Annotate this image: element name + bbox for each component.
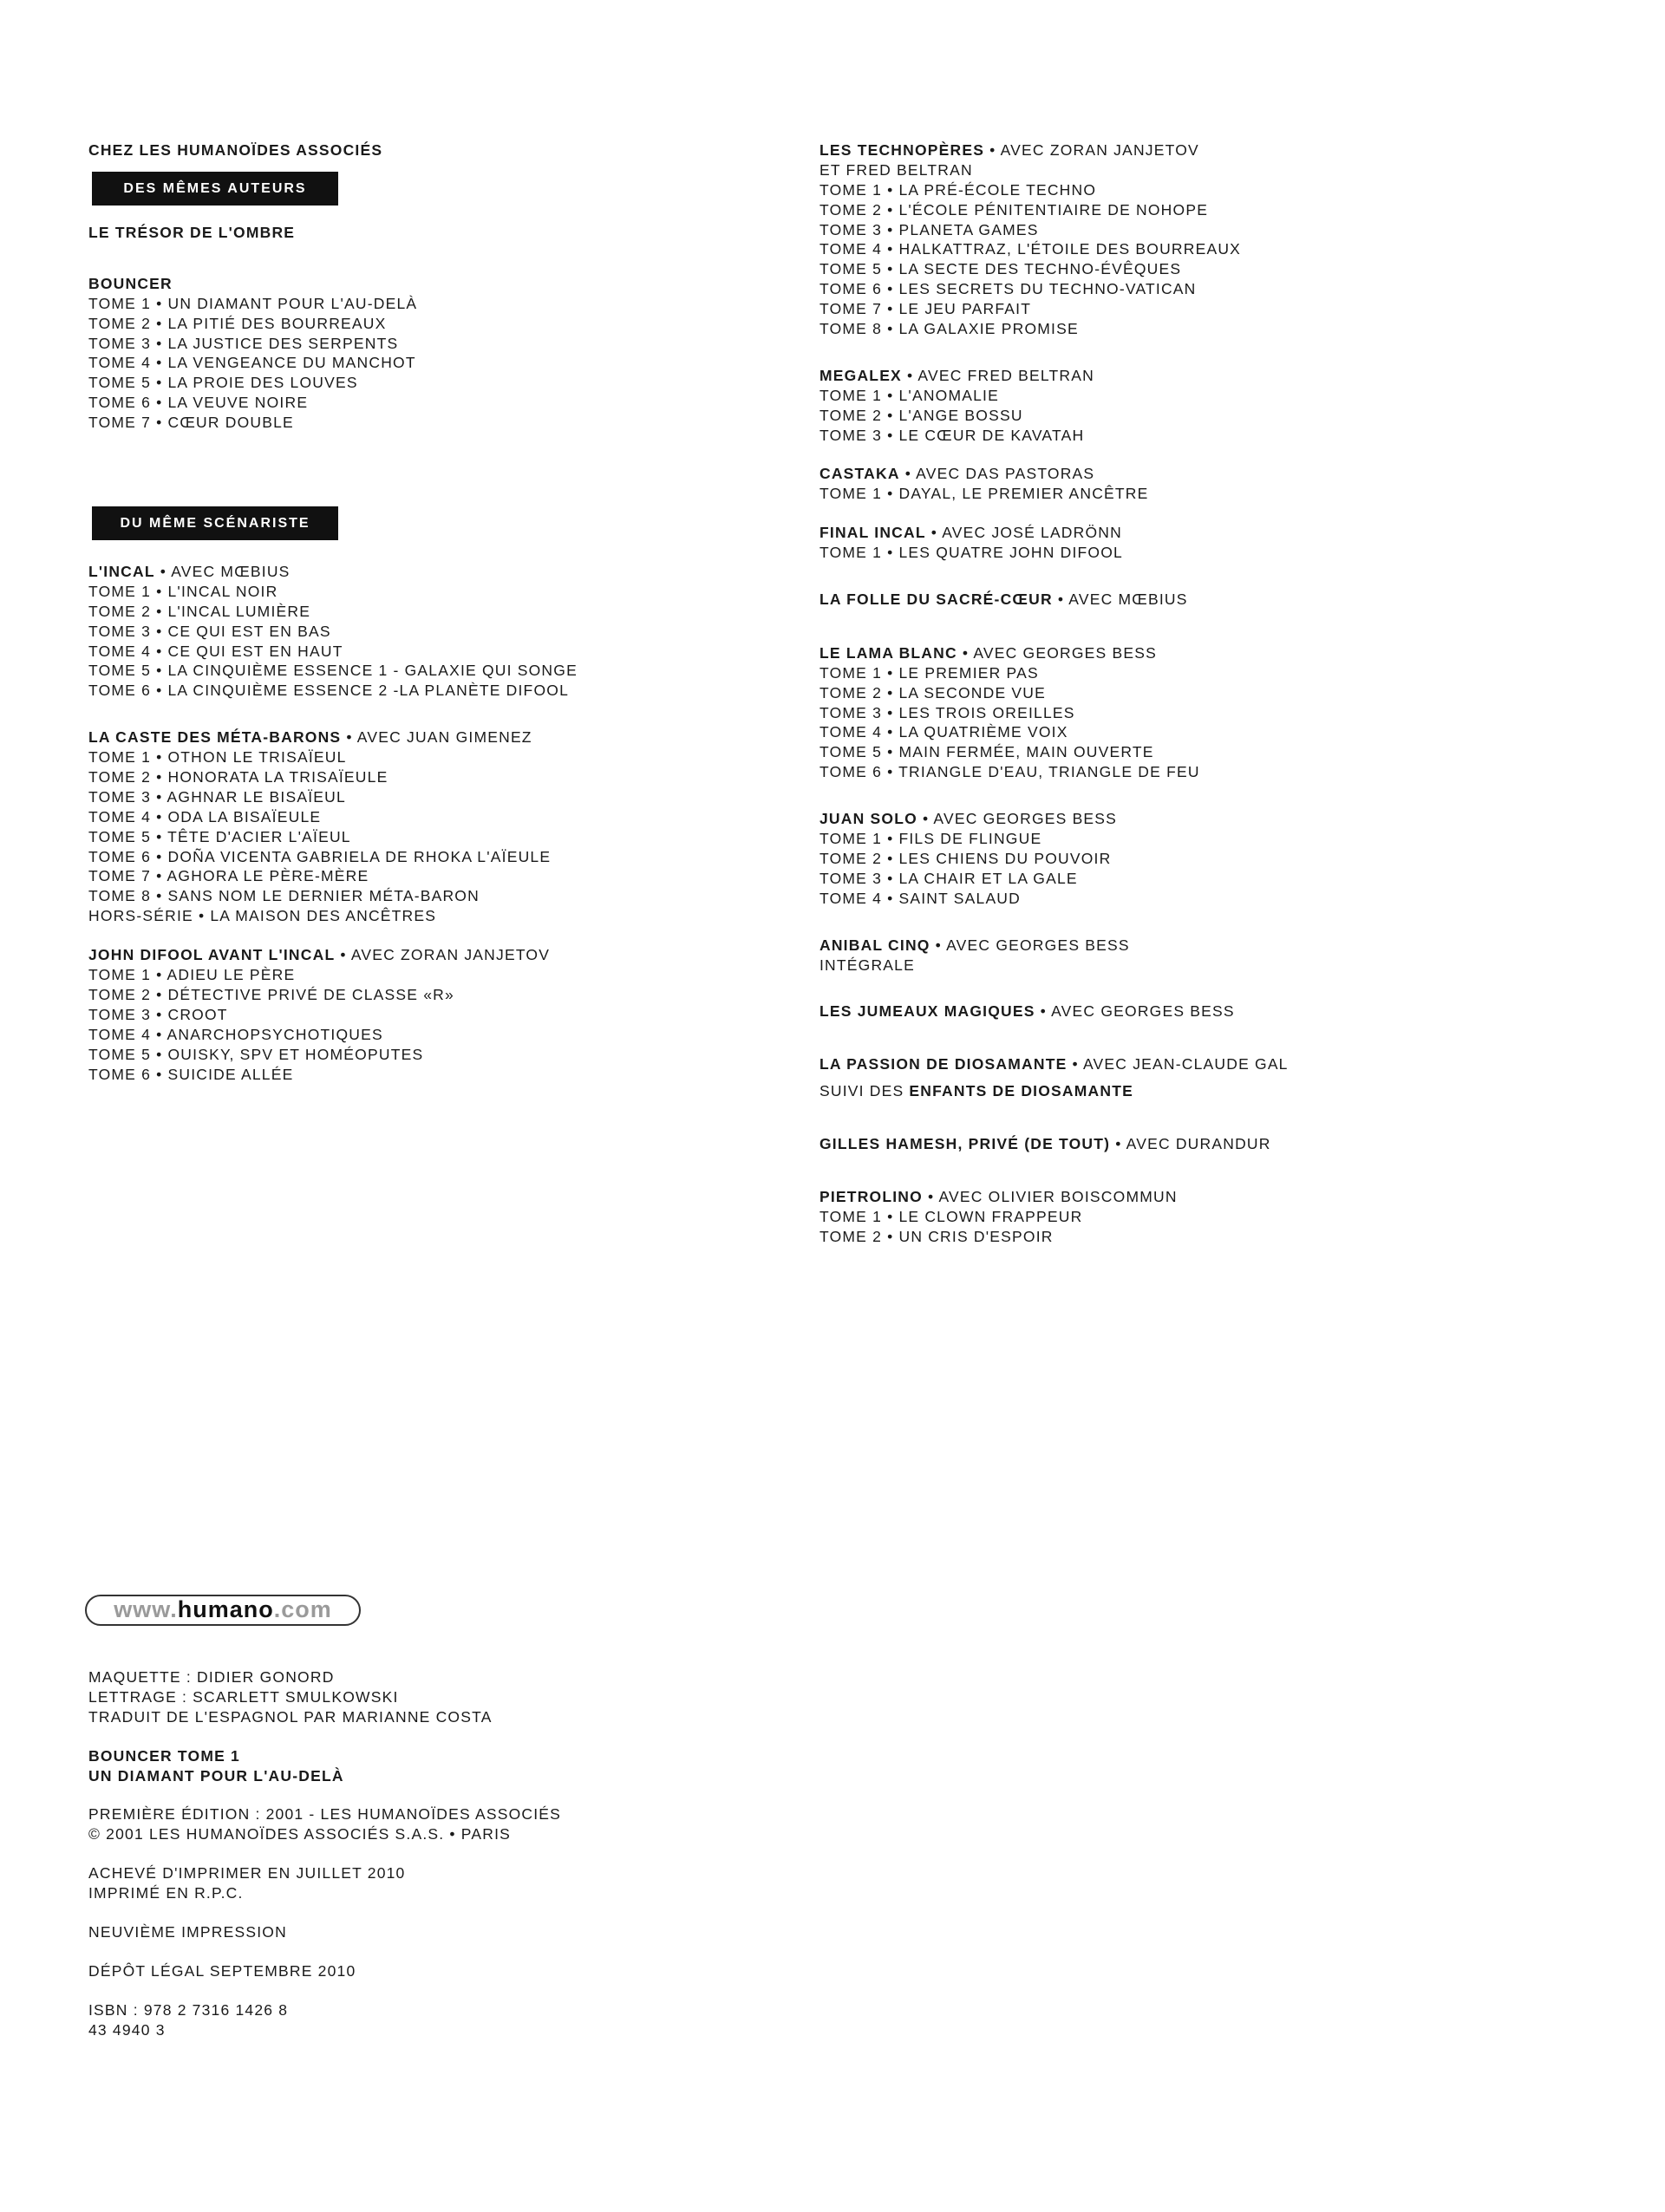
series-title: GILLES HAMESH, PRIVÉ (DE TOUT) xyxy=(819,1135,1111,1153)
list-item: TOME 1 • L'INCAL NOIR xyxy=(88,582,278,600)
list-item: TOME 6 • LES SECRETS DU TECHNO-VATICAN xyxy=(819,280,1197,298)
impression: NEUVIÈME IMPRESSION xyxy=(88,1923,287,1941)
list-item: TOME 3 • LES TROIS OREILLES xyxy=(819,703,1075,721)
banner-meme-scenariste: DU MÊME SCÉNARISTE xyxy=(92,506,338,540)
series-collab: • AVEC MŒBIUS xyxy=(1052,591,1188,609)
suivi-label: SUIVI DES xyxy=(819,1082,910,1100)
depot-legal: DÉPÔT LÉGAL SEPTEMBRE 2010 xyxy=(88,1961,356,1980)
book-line: UN DIAMANT POUR L'AU-DELÀ xyxy=(88,1766,344,1785)
list-item: TOME 1 • UN DIAMANT POUR L'AU-DELÀ xyxy=(88,294,418,312)
book-line: BOUNCER TOME 1 xyxy=(88,1746,240,1765)
url-prefix: www. xyxy=(114,1596,178,1622)
list-item: HORS-SÉRIE • LA MAISON DES ANCÊTRES xyxy=(88,907,437,925)
list-item: TOME 5 • LA SECTE DES TECHNO-ÉVÊQUES xyxy=(819,260,1182,278)
list-item: TOME 8 • LA GALAXIE PROMISE xyxy=(819,320,1079,338)
list-item: TOME 2 • L'INCAL LUMIÈRE xyxy=(88,602,311,620)
series-collab-2: ET FRED BELTRAN xyxy=(819,160,973,179)
list-item: TOME 2 • LES CHIENS DU POUVOIR xyxy=(819,849,1112,867)
list-item: TOME 3 • AGHNAR LE BISAÏEUL xyxy=(88,787,346,806)
series-title: LE LAMA BLANC xyxy=(819,643,957,662)
series-title: PIETROLINO xyxy=(819,1187,923,1205)
list-item: TOME 1 • OTHON LE TRISAÏEUL xyxy=(88,748,347,767)
series-title: ANIBAL CINQ xyxy=(819,936,930,954)
series-title: MEGALEX xyxy=(819,366,902,384)
series-folle xyxy=(819,590,1600,610)
series-collab: • AVEC GEORGES BESS xyxy=(917,810,1118,828)
series-incal xyxy=(88,562,800,701)
list-item: TOME 1 • ADIEU LE PÈRE xyxy=(88,966,296,984)
list-item: TOME 3 • PLANETA GAMES xyxy=(819,220,1039,238)
edition-line: © 2001 LES HUMANOÏDES ASSOCIÉS S.A.S. • PARIS xyxy=(88,1825,512,1843)
list-item: TOME 2 • L'ANGE BOSSU xyxy=(819,406,1023,424)
series-collab: • AVEC OLIVIER BOISCOMMUN xyxy=(922,1187,1178,1205)
list-item: TOME 1 • LA PRÉ-ÉCOLE TECHNO xyxy=(819,180,1097,199)
url-main: humano xyxy=(177,1596,274,1622)
list-item: TOME 1 • LE CLOWN FRAPPEUR xyxy=(819,1207,1083,1225)
series-passion xyxy=(819,1054,1600,1101)
series-title: LA FOLLE DU SACRÉ-CŒUR xyxy=(819,591,1053,609)
series-title: L'INCAL xyxy=(88,563,155,581)
edition xyxy=(88,1804,561,1844)
edition-line: PREMIÈRE ÉDITION : 2001 - LES HUMANOÏDES ASSOCIÉS xyxy=(88,1805,562,1824)
list-item: TOME 6 • DOÑA VICENTA GABRIELA DE RHOKA L'AÏEULE xyxy=(88,847,552,865)
list-item: TOME 4 • LA QUATRIÈME VOIX xyxy=(819,723,1068,741)
list-item: TOME 7 • LE JEU PARFAIT xyxy=(819,300,1032,318)
list-item: TOME 1 • FILS DE FLINGUE xyxy=(819,830,1042,848)
series-collab: • AVEC GEORGES BESS xyxy=(957,643,1157,662)
series-final-incal xyxy=(819,523,1600,563)
list-item: TOME 4 • SAINT SALAUD xyxy=(819,889,1021,907)
series-anibal xyxy=(819,936,1600,975)
series-jumeaux xyxy=(819,1002,1600,1021)
series-collab: • AVEC JUAN GIMENEZ xyxy=(341,728,532,747)
series-collab: • AVEC ZORAN JANJETOV xyxy=(335,946,551,964)
banner-memes-auteurs: DES MÊMES AUTEURS xyxy=(92,172,338,206)
list-item: TOME 5 • LA CINQUIÈME ESSENCE 1 - GALAXIE QUI SONGE xyxy=(88,662,578,680)
list-item: TOME 1 • DAYAL, LE PREMIER ANCÊTRE xyxy=(819,485,1149,503)
title-tresor: LE TRÉSOR DE L'OMBRE xyxy=(88,224,296,241)
print-info xyxy=(88,1863,561,1903)
list-item: TOME 3 • CE QUI EST EN BAS xyxy=(88,622,331,640)
list-item: TOME 2 • LA SECONDE VUE xyxy=(819,683,1046,701)
publisher-heading: CHEZ LES HUMANOÏDES ASSOCIÉS xyxy=(88,141,383,159)
series-megalex xyxy=(819,366,1600,446)
list-item: TOME 3 • LA JUSTICE DES SERPENTS xyxy=(88,334,399,352)
list-item: TOME 3 • LA CHAIR ET LA GALE xyxy=(819,869,1078,887)
list-item: TOME 6 • SUICIDE ALLÉE xyxy=(88,1065,294,1083)
credit-line: LETTRAGE : SCARLETT SMULKOWSKI xyxy=(88,1687,399,1706)
list-item: TOME 4 • ANARCHOPSYCHOTIQUES xyxy=(88,1025,383,1043)
series-collab: • AVEC MŒBIUS xyxy=(154,563,291,581)
series-bouncer xyxy=(88,274,800,433)
list-item: TOME 6 • LA VEUVE NOIRE xyxy=(88,394,309,412)
list-item: TOME 3 • CROOT xyxy=(88,1005,228,1023)
list-item: TOME 4 • HALKATTRAZ, L'ÉTOILE DES BOURREAUX xyxy=(819,240,1242,258)
series-lama-blanc xyxy=(819,643,1600,782)
series-title: BOUNCER xyxy=(88,274,173,292)
list-item: TOME 2 • HONORATA LA TRISAÏEULE xyxy=(88,768,388,786)
series-collab: • AVEC FRED BELTRAN xyxy=(901,366,1094,384)
list-item: TOME 2 • UN CRIS D'ESPOIR xyxy=(819,1227,1054,1245)
list-item: TOME 6 • LA CINQUIÈME ESSENCE 2 -LA PLANÈTE DIFOOL xyxy=(88,682,569,700)
list-item: TOME 5 • LA PROIE DES LOUVES xyxy=(88,374,358,392)
list-item: TOME 2 • LA PITIÉ DES BOURREAUX xyxy=(88,314,387,332)
print-line: IMPRIMÉ EN R.P.C. xyxy=(88,1884,244,1902)
list-item: TOME 5 • TÊTE D'ACIER L'AÏEUL xyxy=(88,827,351,845)
series-hamesh xyxy=(819,1134,1600,1154)
credit-line: TRADUIT DE L'ESPAGNOL PAR MARIANNE COSTA xyxy=(88,1707,493,1726)
left-column xyxy=(88,140,800,1084)
list-item: TOME 1 • L'ANOMALIE xyxy=(819,386,999,404)
series-collab: • AVEC JOSÉ LADRÖNN xyxy=(925,524,1122,542)
series-pietrolino xyxy=(819,1187,1600,1247)
list-item: TOME 2 • L'ÉCOLE PÉNITENTIAIRE DE NOHOPE xyxy=(819,200,1209,219)
series-title: JUAN SOLO xyxy=(819,810,917,828)
series-collab: • AVEC DURANDUR xyxy=(1110,1135,1271,1153)
series-collab: • AVEC JEAN-CLAUDE GAL xyxy=(1067,1055,1289,1073)
url-suffix: .com xyxy=(273,1596,332,1622)
isbn-line: 43 4940 3 xyxy=(88,2020,166,2039)
series-collab: • AVEC GEORGES BESS xyxy=(1035,1002,1235,1021)
print-line: ACHEVÉ D'IMPRIMER EN JUILLET 2010 xyxy=(88,1864,406,1882)
list-item: TOME 3 • LE CŒUR DE KAVATAH xyxy=(819,426,1085,444)
list-item: TOME 8 • SANS NOM LE DERNIER MÉTA-BARON xyxy=(88,887,480,905)
series-castaka xyxy=(819,464,1600,504)
list-item: TOME 4 • ODA LA BISAÏEULE xyxy=(88,807,322,825)
series-difool xyxy=(88,945,800,1084)
list-item: TOME 4 • LA VENGEANCE DU MANCHOT xyxy=(88,354,416,372)
list-item: TOME 7 • AGHORA LE PÈRE-MÈRE xyxy=(88,867,369,885)
series-title: FINAL INCAL xyxy=(819,524,926,542)
series-title: LES JUMEAUX MAGIQUES xyxy=(819,1002,1035,1021)
list-item: TOME 1 • LE PREMIER PAS xyxy=(819,663,1039,682)
list-item: TOME 7 • CŒUR DOUBLE xyxy=(88,414,294,432)
book-title xyxy=(88,1746,561,1786)
right-column xyxy=(819,140,1600,1247)
series-collab: • AVEC DAS PASTORAS xyxy=(899,465,1095,483)
imprint xyxy=(88,1667,561,2040)
series-title: CASTAKA xyxy=(819,465,900,483)
isbn-line: ISBN : 978 2 7316 1426 8 xyxy=(88,2000,289,2019)
list-item: TOME 2 • DÉTECTIVE PRIVÉ DE CLASSE «R» xyxy=(88,985,454,1003)
list-item: TOME 6 • TRIANGLE D'EAU, TRIANGLE DE FEU xyxy=(819,763,1200,781)
list-item: TOME 5 • MAIN FERMÉE, MAIN OUVERTE xyxy=(819,743,1154,761)
series-title: LES TECHNOPÈRES xyxy=(819,141,985,159)
series-metabarons xyxy=(88,728,800,926)
series-title: LA CASTE DES MÉTA-BARONS xyxy=(88,728,342,747)
series-title: JOHN DIFOOL AVANT L'INCAL xyxy=(88,946,336,964)
list-item: TOME 5 • OUISKY, SPV ET HOMÉOPUTES xyxy=(88,1045,424,1063)
series-title: LA PASSION DE DIOSAMANTE xyxy=(819,1055,1068,1073)
series-technoperes xyxy=(819,140,1600,339)
series-collab: • AVEC ZORAN JANJETOV xyxy=(984,141,1199,159)
list-item: INTÉGRALE xyxy=(819,956,915,974)
isbn xyxy=(88,2000,561,2040)
list-item: TOME 4 • CE QUI EST EN HAUT xyxy=(88,642,343,660)
list-item: TOME 1 • LES QUATRE JOHN DIFOOL xyxy=(819,544,1123,562)
website-link[interactable] xyxy=(85,1595,361,1626)
series-collab: • AVEC GEORGES BESS xyxy=(930,936,1130,954)
credit-line: MAQUETTE : DIDIER GONORD xyxy=(88,1668,335,1686)
series-juan-solo xyxy=(819,809,1600,908)
suivi-title: ENFANTS DE DIOSAMANTE xyxy=(909,1082,1133,1100)
credits xyxy=(88,1667,561,1727)
